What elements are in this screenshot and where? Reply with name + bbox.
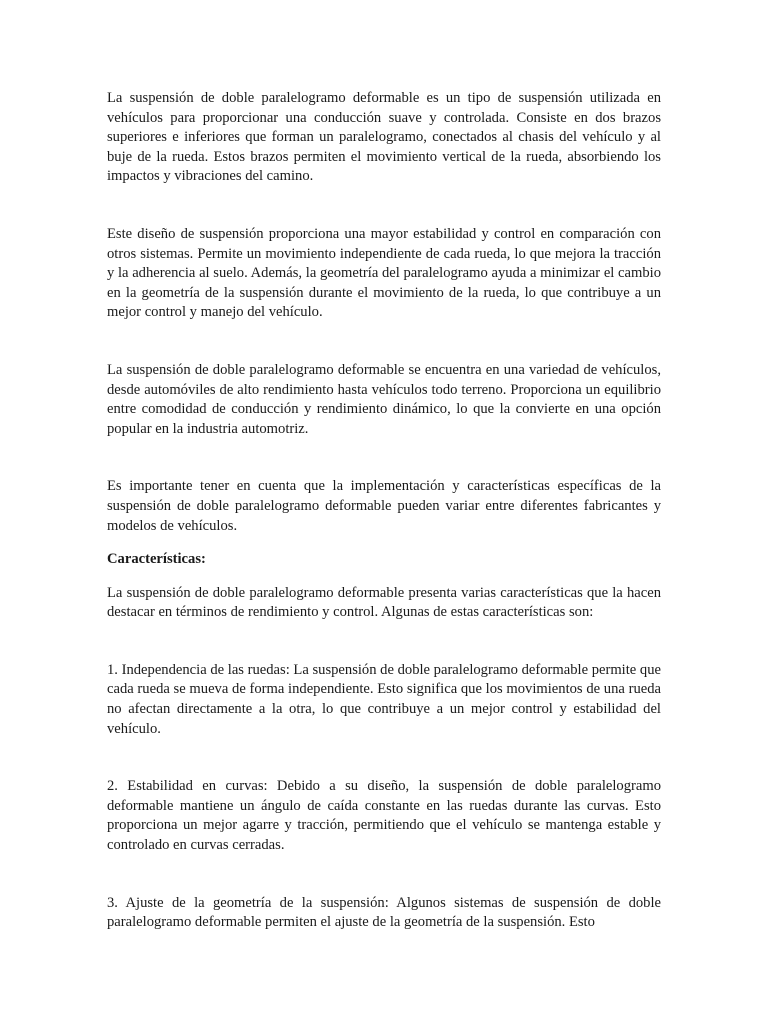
paragraph-stability: Este diseño de suspensión proporciona una mayor estabilidad y control en comparación con otros sistemas. Permite un movimiento independiente de cada rueda, lo que mejora la tracción y la adherencia al suelo. Además, la geometría del paralelogramo ayuda a minimizar el cambio en la geometría de la suspensión durante el movimiento de la rueda, lo que contribuye a un mejor control y manejo del vehículo. <box>107 225 661 321</box>
paragraph-variation: Es importante tener en cuenta que la implementación y características específicas de la suspensión de doble paralelogramo deformable pueden variar entre diferentes fabricantes y modelos de vehículos. <box>107 478 661 534</box>
paragraph-applications: La suspensión de doble paralelogramo deformable se encuentra en una variedad de vehículos, desde automóviles de alto rendimiento hasta vehículos todo terreno. Proporciona un equilibrio entre comodidad de conducción y rendimiento dinámico, lo que la convierte en una opción popular en la industria automotriz. <box>107 361 661 437</box>
list-item-independence: 1. Independencia de las ruedas: La suspensión de doble paralelogramo deformable permite que cada rueda se mueva de forma independiente. Esto significa que los movimientos de una rueda no afectan directamente a la otra, lo que contribuye a un mejor control y estabilidad del vehículo. <box>107 661 661 737</box>
list-item-curve-stability: 2. Estabilidad en curvas: Debido a su diseño, la suspensión de doble paralelogramo deformable mantiene un ángulo de caída constante en las ruedas durante las curvas. Esto proporciona un mejor agarre y tracción, permitiendo que el vehículo se mantenga estable y controlado en curvas cerradas. <box>107 778 661 854</box>
list-item-geometry-adjustment: 3. Ajuste de la geometría de la suspensión: Algunos sistemas de suspensión de doble paralelogramo deformable permiten el ajuste de la geometría de la suspensión. Esto <box>107 894 661 931</box>
section-heading: Características: <box>107 551 206 568</box>
document-body <box>107 89 661 933</box>
characteristics-intro: La suspensión de doble paralelogramo deformable presenta varias características que la hacen destacar en términos de rendimiento y control. Algunas de estas características son: <box>107 584 661 621</box>
paragraph-intro: La suspensión de doble paralelogramo deformable es un tipo de suspensión utilizada en vehículos para proporcionar una conducción suave y controlada. Consiste en dos brazos superiores e inferiores que forman un paralelogramo, conectados al chasis del vehículo y al buje de la rueda. Estos brazos permiten el movimiento vertical de la rueda, absorbiendo los impactos y vibraciones del camino. <box>107 90 661 185</box>
